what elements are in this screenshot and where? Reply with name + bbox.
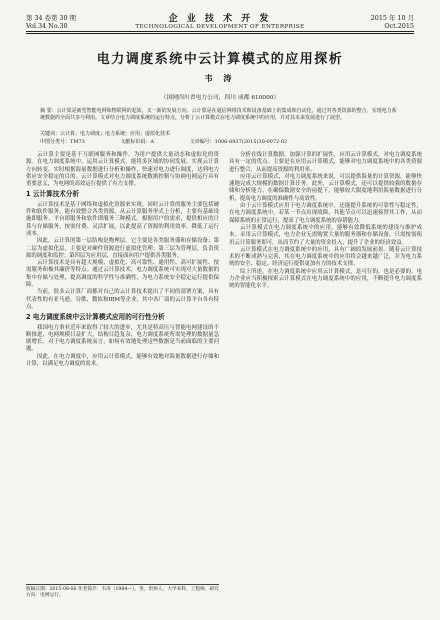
body-paragraph: 我国电力事业近年来取得了较大的进步，尤其是特高压与智能电网建设的不断推进，电网规模日益扩大，结构日趋复杂，电力调度系统所需处理的数据量急剧增长。对于电力调度系统而言，如何有效地处理这些数据是当前面临的主要问题。 (26, 324, 219, 353)
section-heading: 1 云计算技术分析 (26, 190, 80, 199)
intro-paragraph: 云计算主要是基于互联网服务和操作，为用户提供大量动态和虚拟化的资源。在电力调度系统中，运用云计算模式，能将多区域的协同发展，实现云计算方向转变，实时根据海量数据进行分析和操作，快速对电力进行调度，达到电力供应安全稳定的目的。云计算模式对电力调度系统数据控制与协调电网运行具有重要意义，为电网的高效运行提供了有力支撑。 (26, 152, 219, 188)
body-paragraph: 分析在线计算数据，加强计算的扩展性，应用云计算模式，对电力调度系统具有一定的优点。主要是在应用云计算模式，能够对电力调度系统中的各类资源进行整合，从而提高资源的利用率。 (229, 152, 422, 173)
keywords: 关键词：云计算；电力调度；电力系统；应用；虚拟化技术 (40, 131, 171, 137)
body-paragraph: 因此，云计算的第一层结构是物理层，它主要是各类服务器和存储设备；第二层为虚拟化层，主要是对硬件资源进行虚拟化管理；第三层为管理层，负责资源的调度和监控；第四层为应用层，直接面向用户提供各类服务。 (26, 238, 219, 259)
right-column (229, 152, 422, 291)
left-column (26, 152, 219, 368)
date-en: Oct.2015 (384, 22, 414, 30)
body-paragraph: 当前，很多云计算厂商都对自己的云计算技术提出了不同的部署方案，具有代表性的有亚马逊、谷歌、微软和IBM等企业，其中各厂商的云计算平台各有特点。 (26, 289, 219, 310)
header-rule-top (26, 31, 414, 32)
body-paragraph: 因此，在电力调度中，应用云计算模式，能够有效地对海量数据进行存储和计算，以满足电力调度的需求。 (26, 353, 219, 368)
body-paragraph: 云计算模式在电力调度系统中的应用，具有广阔的发展前景。随着云计算技术的不断成熟与完善，其在电力调度系统中的应用将会越来越广泛，并为电力系统的安全、稳定、经济运行提供更加有力的技术支撑。 (229, 246, 422, 268)
section-heading: 2 电力调度系统中云计算模式应用的可行性分析 (26, 313, 165, 322)
journal-name-cn: 企 业 技 术 开 发 (168, 14, 272, 24)
affiliation: （国网四川省电力公司，四川 成都 610000） (160, 95, 280, 101)
body-paragraph: 应用云计算模式，对电力调度系统来说，可以提供海量的计算资源，能够快速地完成大规模的数据计算任务。此外，云计算模式，还可以提供较强的数据存储和分析能力，在确保数据安全的前提下，能够较大限度地利用海量数据进行分析，提高电力调度的准确性与高效性。 (229, 173, 422, 202)
body-paragraph: 由于云计算模式应用于电力调度系统中，还能提升系统的可靠性与稳定性，在电力调度系统中，若某一节点出现故障，其他节点可以迅速接替其工作，从而保障系统的正常运行，提高了电力调度系统的容错能力。 (229, 203, 422, 224)
clc-number: 中图分类号：TM73 (40, 139, 85, 145)
body-paragraph: 综上所述，在电力调度系统中应用云计算模式，是可行的，也是必要的。电力企业应当积极探索云计算模式在电力调度系统中的应用，不断提升电力调度系统的智能化水平。 (229, 268, 422, 290)
abstract: 摘 要：云计算是新型智能电网和物联网的起始，又一新的发展方向。云计算是在通信网络技术和设备基础上的集成和自动化，通过对各类资源的整合，实现电力系统数据的全面共享与利用。文章结合电力调度系统的运行特点，分析了云计算模式在电力调度系统中的应用，并对其未来发展进行了展望。 (40, 108, 397, 122)
date-cn: 2015 年 10 月 (370, 14, 414, 22)
volume-cn: 第 34 卷第 30 期 (26, 14, 76, 22)
body-paragraph: 云计算技术是具有超大规模、虚拟化、高可靠性、通用性、高可扩展性、按需服务和极其廉价等特点。通过云计算技术，电力调度系统可实现对大量数据的集中存储与处理，提高调度的科学性与准确性，为电力系统安全稳定运行提供保障。 (26, 260, 219, 289)
volume-en: Vol.34 No.30 (26, 22, 68, 30)
header-rule-bottom (26, 33, 414, 34)
article-title: 电力调度系统中云计算模式的应用探析 (96, 52, 344, 67)
body-paragraph: 云计算技术是基于网络和虚拟化资源来实现。同时云计算的服务主要包括硬件和软件服务，能有效整合各类资源。从云计算服务形式上分析，主要有基础设施即服务、平台即服务和软件即服务三种模式。根据用户的需求，提供相应的计算与存储服务，按需付费、灵活扩展，以此提高了资源的利用效率，降低了运行成本。 (26, 201, 219, 237)
journal-name (26, 11, 414, 30)
footnote: 收稿日期：2015-08-06 作者简介：韦涛（1984—），男，贵州人，大学本科，工程师，研究方向：电网运行。 (26, 584, 219, 599)
issue-date (371, 14, 414, 30)
classification-line (40, 138, 400, 145)
body-paragraph: 云计算模式在电力调度系统中的应用，能够有效降低系统的建设与维护成本。采用云计算模式，电力企业无需购置大量的服务器和存储设备，只需按需租用云计算服务即可，从而节约了大量的资金投入，提升了企业的经济效益。 (229, 224, 422, 246)
document-code: 文献标识码：A (120, 139, 155, 145)
journal-name-en: TECHNOLOGICAL DEVELOPMENT OF ENTERPRISE (135, 24, 305, 30)
article-number: 文章编号：1006-8937(2015)30-0072-02 (189, 139, 288, 145)
author: 韦 涛 (204, 73, 236, 83)
